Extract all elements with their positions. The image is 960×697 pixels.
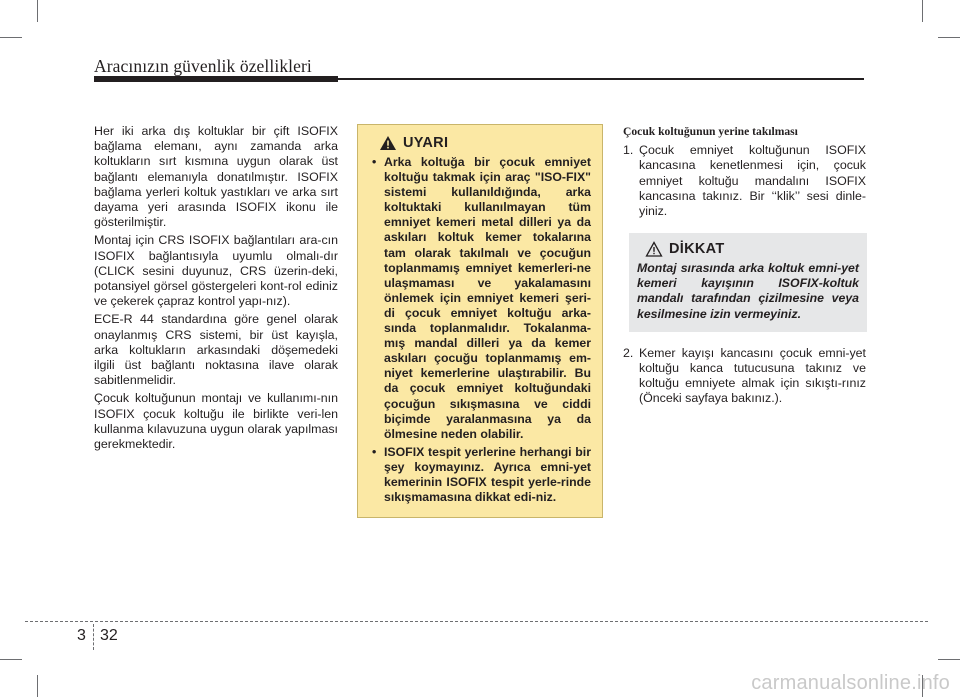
warning-box (357, 124, 603, 518)
subheading: Çocuk koltuğunun yerine takılması (623, 125, 798, 138)
footer-rule (25, 621, 928, 622)
crop-mark (0, 659, 22, 660)
paragraph: Çocuk koltuğunun montajı ve kullanımı-nın ISOFIX çocuk koltuğu ile birlikte veri-len kullanma kılavuzuna uygun olarak yapılması gerekmektedir. (94, 391, 338, 452)
crop-mark (37, 675, 38, 697)
warning-item: • ISOFIX tespit yerlerine herhangi bir şey koymayınız. Ayrıca emni-yet kemerinin ISOFIX tespit yerle-rinde sıkışmamasına dikkat edi-niz. (369, 445, 591, 505)
paragraph: Her iki arka dış koltuklar bir çift ISOFIX bağlama elemanı, aynı zamanda arka koltukların sırt kısmına uygun olarak üst bağlantı elemanıyla donatılmıştır. ISOFIX bağlama yerleri koltuk yastıkları ve arka sırt dayama yeri arasında ISOFIX ikonu ile gösterilmiştir. (94, 124, 338, 230)
section-title: Aracınızın güvenlik özellikleri (94, 56, 312, 76)
step-text: Çocuk emniyet koltuğunun ISOFIX kancasına kenetlenmesi için, çocuk emniyet koltuğu mandalını ISOFIX kancasına takınız. Bir ‘‘klik’’ sesi dinle-yiniz. (639, 143, 866, 219)
warning-title: UYARI (403, 135, 449, 151)
caution-title: DİKKAT (669, 240, 725, 257)
crop-mark (938, 37, 960, 38)
caution-box (629, 233, 867, 331)
page-divider (93, 624, 94, 650)
header-rule-accent (94, 76, 338, 82)
warning-list (369, 155, 591, 505)
step-number: 2. (623, 345, 634, 360)
warning-triangle-icon (379, 135, 397, 151)
step-text: Kemer kayışı kancasını çocuk emni-yet koltuğu kanca tutucusuna takınız ve koltuğu emniyete almak için sıkıştı-rınız (Önceki sayfaya bakınız.). (639, 345, 866, 406)
left-column (94, 124, 338, 455)
caution-header (645, 241, 859, 257)
step-item (623, 143, 866, 219)
caution-triangle-icon (645, 241, 663, 257)
step-number: 1. (623, 143, 634, 158)
right-column (623, 124, 866, 406)
paragraph: ECE-R 44 standardına göre genel olarak onaylanmış CRS sistemi, bir üst kayışla, arka koltukların arkasındaki döşemedeki ilgili üst bağlantı noktasına ilave olarak sabitlenmelidir. (94, 312, 338, 388)
crop-mark (938, 659, 960, 660)
paragraph: Montaj için CRS ISOFIX bağlantıları ara-cın ISOFIX bağlantısıyla uyumlu olmalı-dır (CLICK sesini duyunuz, CRS üzerin-deki, potansiyel görsel göstergeleri kont-rol ediniz ve çekerek çapraz kontrol yapı-nız). (94, 233, 338, 309)
warning-header (379, 135, 591, 151)
crop-mark (0, 37, 22, 38)
step-item (623, 346, 866, 407)
page-number: 32 (100, 627, 118, 644)
warning-item: • Arka koltuğa bir çocuk emniyet koltuğu takmak için araç "ISO-FIX" sistemi kullanıldığında, arka koltuktaki kullanılmayan tüm emniyet kemeri metal dilleri ya da askıları koltuk kemer tokalarına tam olarak takılmalı ve çocuğun toplanmamış emniyet kemerleri-ne ulaşmaması ve yakalamasını önlemek için emniyet kemeri şeri-di çocuk emniyet koltuğu arka-sında toplanmalıdır. Tokalanma-mış mandal dilleri ya da kemer askıları çocuğu toplanmamış em-niyet kemerlerine ulaştırabilir. Bu da çocuk emniyet koltuğundaki çocuğun sıkışmasına ve ciddi biçimde yaralanmasına ya da ölmesine neden olabilir. (369, 155, 591, 442)
caution-text: Montaj sırasında arka koltuk emni-yet kemeri kayışının ISOFIX-koltuk mandalı tarafından çizilmesine veya kesilmesine izin vermeyiniz. (637, 261, 859, 321)
crop-mark (922, 0, 923, 22)
watermark: carmanualsonline.info (751, 672, 950, 694)
crop-mark (37, 0, 38, 22)
chapter-number: 3 (77, 627, 86, 644)
